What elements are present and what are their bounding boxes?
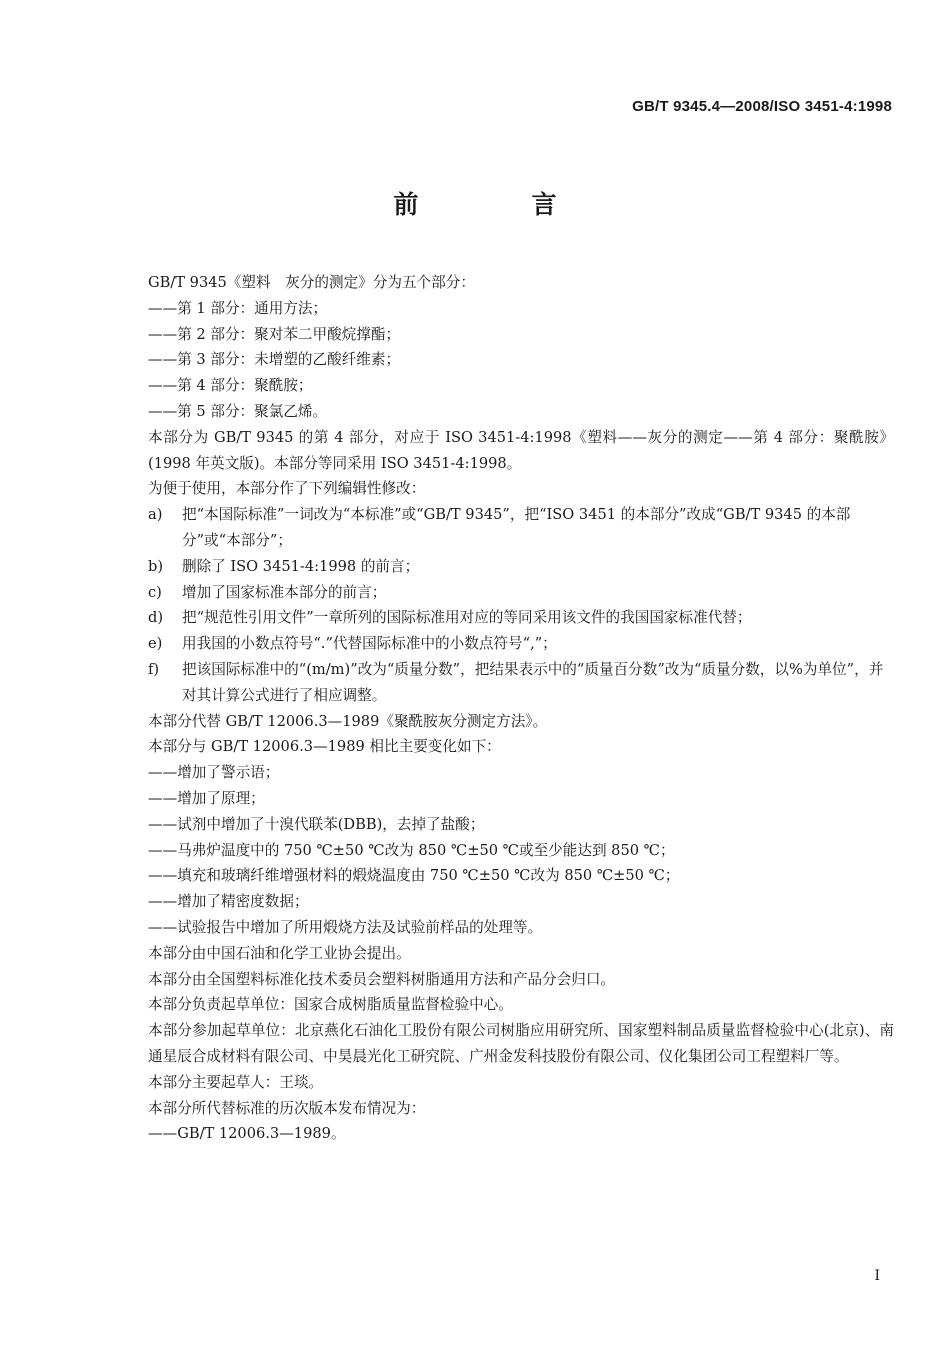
edit-item-text: 增加了国家标准本部分的前言； [182, 583, 387, 601]
edit-item-label: c) [148, 583, 162, 601]
edit-item-label: e) [148, 635, 163, 653]
edit-item-label: a) [148, 506, 163, 524]
edit-item-text: 把该国际标准中的“(m/m)”改为“质量分数”，把结果表示中的“质量百分数”改为“质量分数，以%为单位”，并对其计算公式进行了相应调整。 [182, 660, 884, 704]
change-list-item: ——增加了精密度数据； [148, 893, 309, 911]
drafters-paragraph: 本部分主要起草人：王琰。 [148, 1073, 324, 1091]
standard-code: GB/T 9345.4—2008/ISO 3451-4:1998 [632, 98, 892, 115]
part-list-item: ——第 2 部分：聚对苯二甲酸烷撑酯； [148, 325, 401, 343]
correspondence-paragraph: 本部分为 GB/T 9345 的第 4 部分，对应于 ISO 3451-4:1998《塑料——灰分的测定——第 4 部分：聚酰胺》(1998 年英文版)。本部分等同采用 ISO 3451-4:1998。 [148, 428, 894, 472]
change-list-item: ——试剂中增加了十溴代联苯(DBB)，去掉了盐酸； [148, 815, 485, 833]
drafting-unit-paragraph: 本部分负责起草单位：国家合成树脂质量监督检验中心。 [148, 996, 513, 1014]
edit-intro-paragraph: 为便于使用，本部分作了下列编辑性修改： [148, 480, 426, 498]
edit-item-text: 用我国的小数点符号“.”代替国际标准中的小数点符号“,”； [182, 635, 557, 653]
page-number: I [874, 1268, 880, 1284]
change-list-item: ——马弗炉温度中的 750 ℃±50 ℃改为 850 ℃±50 ℃或至少能达到 850 ℃； [148, 841, 675, 859]
edit-item-label: b) [148, 557, 164, 575]
part-list-item: ——第 5 部分：聚氯乙烯。 [148, 402, 328, 420]
foreword-body [112, 270, 894, 1147]
managed-by-paragraph: 本部分由全国塑料标准化技术委员会塑料树脂通用方法和产品分会归口。 [148, 970, 616, 988]
part-list-item: ——第 1 部分：通用方法； [148, 299, 328, 317]
edit-item-label: f) [148, 660, 160, 678]
part-list-item: ——第 4 部分：聚酰胺； [148, 377, 313, 395]
change-list-item: ——增加了警示语； [148, 764, 280, 782]
change-list-item: ——试验报告中增加了所用煅烧方法及试验前样品的处理等。 [148, 918, 543, 936]
edit-item-f [112, 657, 894, 709]
intro-paragraph: GB/T 9345《塑料 灰分的测定》分为五个部分： [148, 274, 475, 291]
edit-item-e [112, 631, 894, 657]
edit-item-c [112, 580, 894, 606]
edit-item-label: d) [148, 609, 164, 627]
edit-item-text: 删除了 ISO 3451-4:1998 的前言； [182, 557, 420, 575]
edit-item-d [112, 605, 894, 631]
edit-item-text: 把“规范性引用文件”一章所列的国际标准用对应的等同采用该文件的我国国家标准代替； [182, 609, 752, 627]
proposed-by-paragraph: 本部分由中国石油和化学工业协会提出。 [148, 944, 411, 962]
change-list-item: ——填充和玻璃纤维增强材料的煅烧温度由 750 ℃±50 ℃改为 850 ℃±50 ℃； [148, 867, 680, 885]
edit-item-a [112, 502, 894, 554]
edit-item-b [112, 554, 894, 580]
history-list-item: ——GB/T 12006.3—1989。 [148, 1125, 346, 1143]
edit-item-text: 把“本国际标准”一词改为“本标准”或“GB/T 9345”，把“ISO 3451 的本部分”改成“GB/T 9345 的本部分”或“本部分”； [182, 506, 851, 549]
change-list-item: ——增加了原理； [148, 789, 265, 807]
part-list-item: ——第 3 部分：未增塑的乙酸纤维素； [148, 351, 401, 369]
participating-units-paragraph: 本部分参加起草单位：北京燕化石油化工股份有限公司树脂应用研究所、国家塑料制品质量监督检验中心(北京)、南通星辰合成材料有限公司、中昊晨光化工研究院、广州金发科技股份有限公司、仪化集团公司工程塑料厂等。 [148, 1022, 894, 1065]
replaces-paragraph: 本部分代替 GB/T 12006.3—1989《聚酰胺灰分测定方法》。 [148, 712, 548, 730]
changes-intro-paragraph: 本部分与 GB/T 12006.3—1989 相比主要变化如下： [148, 738, 501, 756]
page-title: 前 言 [393, 190, 601, 219]
history-intro-paragraph: 本部分所代替标准的历次版本发布情况为： [148, 1099, 426, 1117]
